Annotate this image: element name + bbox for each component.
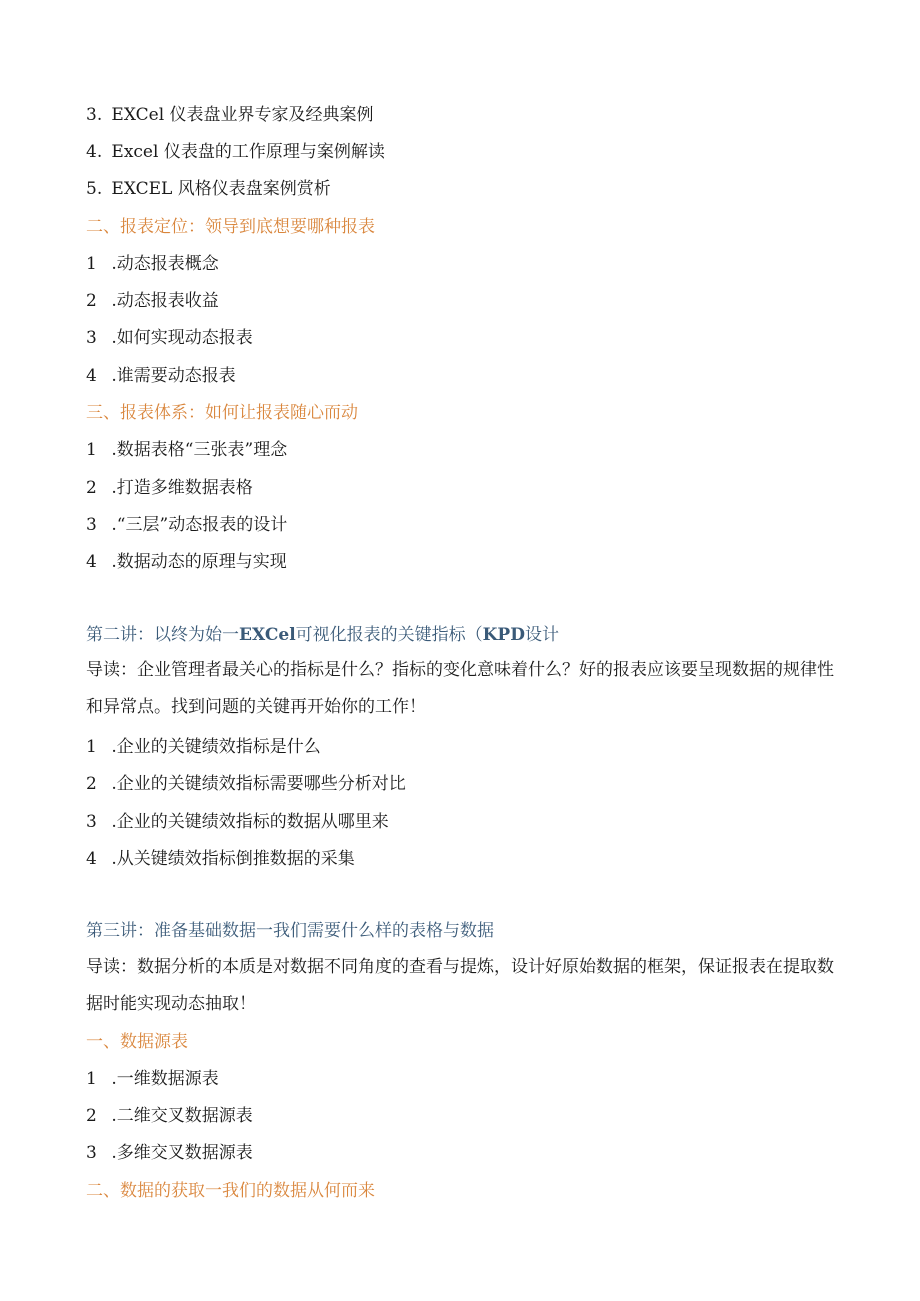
list-number: 4	[86, 552, 97, 572]
list-text: .如何实现动态报表	[111, 328, 253, 348]
list-item	[86, 290, 846, 312]
list-number: 3	[86, 515, 97, 535]
list-item	[86, 365, 846, 387]
list-item	[86, 178, 846, 200]
lecture-title-post: 设计	[524, 625, 559, 645]
list-number: 4	[86, 366, 97, 386]
list-text: .企业的关键绩效指标的数据从哪里来	[111, 812, 389, 832]
lecture-title: 第三讲：准备基础数据一我们需要什么样的表格与数据	[86, 921, 494, 941]
list-text: .多维交叉数据源表	[111, 1143, 253, 1163]
list-item	[86, 811, 846, 833]
section-heading: 三、报表体系：如何让报表随心而动	[86, 403, 358, 423]
list-item	[86, 253, 846, 275]
section-heading: 一、数据源表	[86, 1032, 188, 1052]
list-number: 1	[86, 737, 97, 757]
list-number: 3	[86, 328, 97, 348]
list-text: .从关键绩效指标倒推数据的采集	[111, 849, 355, 869]
list-item	[86, 773, 846, 795]
list-text: .“三层”动态报表的设计	[111, 515, 288, 535]
list-number: 3	[86, 812, 97, 832]
list-number: 5.	[86, 179, 103, 199]
list-item	[86, 104, 846, 126]
list-number: 2	[86, 478, 97, 498]
list-item	[86, 551, 846, 573]
list-number: 1	[86, 1069, 97, 1089]
lecture-title-bold: KPD	[482, 625, 525, 645]
list-item	[86, 514, 846, 536]
list-item	[86, 141, 846, 163]
list-number: 2	[86, 1106, 97, 1126]
intro-paragraph: 导读：数据分析的本质是对数据不同角度的查看与提炼，设计好原始数据的框架，保证报表在提取数据时能实现动态抽取！	[86, 957, 834, 1014]
section-heading: 二、数据的获取一我们的数据从何而来	[86, 1181, 375, 1201]
list-item	[86, 736, 846, 758]
list-number: 4.	[86, 142, 103, 162]
intro-paragraph: 导读：企业管理者最关心的指标是什么？指标的变化意味着什么？好的报表应该要呈现数据的规律性和异常点。找到问题的关键再开始你的工作！	[86, 660, 834, 717]
lecture-title-pre: 第二讲：以终为始一	[86, 625, 239, 645]
list-text: .企业的关键绩效指标是什么	[111, 737, 321, 757]
list-number: 3	[86, 1143, 97, 1163]
list-number: 2	[86, 774, 97, 794]
list-number: 1	[86, 440, 97, 460]
list-text: .数据表格“三张表”理念	[111, 440, 288, 460]
list-item	[86, 477, 846, 499]
list-item	[86, 1142, 846, 1164]
list-text: .二维交叉数据源表	[111, 1106, 253, 1126]
list-text: .一维数据源表	[111, 1069, 219, 1089]
list-number: 3.	[86, 105, 103, 125]
list-number: 1	[86, 254, 97, 274]
list-item	[86, 1105, 846, 1127]
list-text: EXCel 仪表盘业界专家及经典案例	[111, 105, 374, 125]
list-text: EXCEL 风格仪表盘案例赏析	[111, 179, 331, 199]
list-item	[86, 1068, 846, 1090]
list-text: .数据动态的原理与实现	[111, 552, 287, 572]
list-number: 4	[86, 849, 97, 869]
lecture-title	[86, 624, 846, 646]
list-text: .动态报表收益	[111, 291, 219, 311]
list-text: .打造多维数据表格	[111, 478, 253, 498]
list-number: 2	[86, 291, 97, 311]
section-heading: 二、报表定位：领导到底想要哪种报表	[86, 217, 375, 237]
list-item	[86, 327, 846, 349]
lecture-title-mid: 可视化报表的关键指标（	[295, 625, 483, 645]
list-item	[86, 848, 846, 870]
list-text: Excel 仪表盘的工作原理与案例解读	[111, 142, 385, 162]
list-text: .企业的关键绩效指标需要哪些分析对比	[111, 774, 406, 794]
list-text: .动态报表概念	[111, 254, 219, 274]
lecture-title-bold: EXCel	[239, 625, 296, 645]
list-item	[86, 439, 846, 461]
list-text: .谁需要动态报表	[111, 366, 236, 386]
